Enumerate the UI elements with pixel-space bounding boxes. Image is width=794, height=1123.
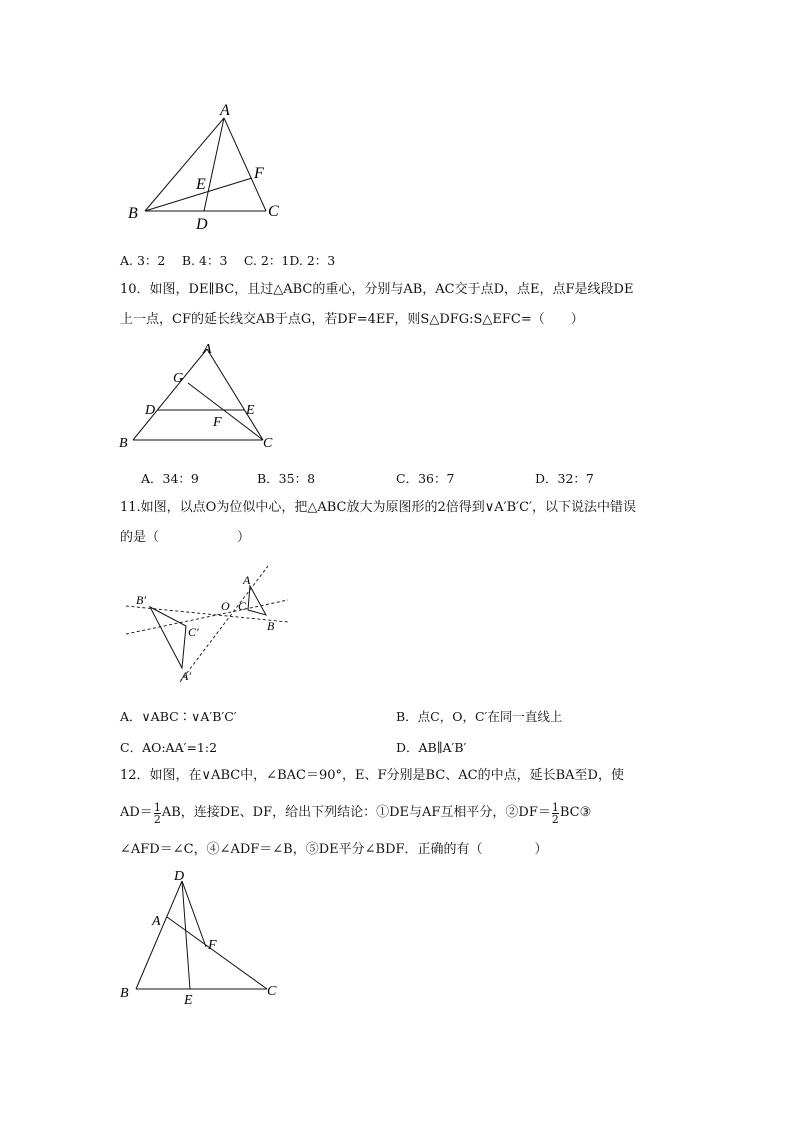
segment-ac	[167, 917, 267, 989]
fraction-numerator: 1	[551, 800, 559, 814]
fraction-half-2	[552, 802, 559, 825]
label-c: C	[268, 203, 279, 220]
q11-stem-line2: 的是（ ）	[120, 530, 251, 545]
segment-df	[182, 881, 206, 947]
fraction-denominator: 2	[153, 812, 161, 826]
label-b: B	[128, 205, 138, 222]
q10-option-a: A．34：9	[141, 471, 199, 486]
label-c: C	[238, 599, 247, 613]
label-b: B	[119, 436, 128, 451]
label-d: D	[196, 216, 208, 233]
label-f: F	[208, 938, 217, 953]
q12-text-bc: BC③	[559, 805, 592, 820]
label-a: A	[243, 573, 251, 587]
label-d: D	[174, 869, 185, 884]
label-a-prime: A′	[181, 669, 191, 683]
label-b-prime: B′	[136, 593, 146, 607]
label-d: D	[145, 403, 156, 418]
label-c: C	[267, 984, 277, 999]
q10-option-b: B．35：8	[257, 471, 316, 486]
label-o: O	[221, 599, 230, 613]
q11-option-b: B．点C，O，C′在同一直线上	[396, 709, 563, 724]
figure-q10	[115, 340, 285, 455]
label-a: A	[152, 914, 161, 929]
q12-stem-line3: ∠AFD＝∠C，④∠ADF＝∠B，⑤DE平分∠BDF．正确的有（ ）	[120, 842, 548, 857]
label-e: E	[184, 993, 193, 1008]
fraction-numerator: 1	[153, 800, 161, 814]
figure-q12	[115, 864, 290, 1009]
q12-text-ad: AD＝	[120, 805, 153, 820]
figure-q11	[120, 562, 295, 688]
fraction-half	[154, 802, 161, 825]
q10-stem-line2: 上一点，CF的延长线交AB于点G，若DF=4EF，则S△DFG:S△EFC=（ ）	[120, 312, 584, 327]
label-g: G	[173, 371, 184, 386]
fraction-denominator: 2	[551, 812, 559, 826]
triangle-abc	[248, 586, 266, 615]
dashed-line-cc	[126, 600, 288, 634]
triangle-a2b2c2	[150, 607, 186, 668]
q10-option-c: C．36：7	[396, 471, 455, 486]
q12-text-middle: AB，连接DE、DF，给出下列结论：①DE与AF互相平分，②DF＝	[161, 805, 551, 820]
q11-stem-line1: 11.如图，以点O为位似中心，把△ABC放大为原图形的2倍得到∨A′B′C′，以下说法中错误	[120, 500, 636, 515]
label-e: E	[196, 176, 206, 193]
segment-ab	[145, 118, 224, 211]
q11-option-d: D．AB∥A′B′	[396, 740, 467, 755]
label-c: C	[263, 436, 273, 451]
q12-stem-line1: 12．如图，在∨ABC中，∠BAC＝90°，E、F分别是BC、AC的中点，延长BA至D，使	[120, 768, 624, 783]
label-a: A	[203, 342, 212, 357]
label-e: E	[246, 403, 255, 418]
dashed-line-aa	[180, 566, 268, 682]
q10-option-d: D．32：7	[535, 471, 594, 486]
label-c-prime: C′	[188, 625, 199, 639]
label-f: F	[254, 165, 264, 182]
segment-ab	[133, 349, 207, 440]
q11-option-c: C．AO:AA′=1:2	[120, 740, 218, 755]
q9-options: A. 3：2 B. 4：3 C. 2：1D. 2：3	[120, 253, 336, 268]
label-f: F	[213, 415, 222, 430]
q12-stem-line2	[120, 800, 591, 826]
q11-option-a: A．∨ABC∶∨A′B′C′	[120, 709, 237, 724]
label-b: B	[267, 619, 275, 633]
figure-q9	[120, 98, 300, 238]
q10-stem-line1: 10．如图，DE∥BC，且过△ABC的重心，分别与AB，AC交于点D，点E，点F是线段DE	[120, 282, 634, 297]
label-a: A	[220, 102, 230, 119]
segment-bd	[136, 881, 182, 989]
segment-ad	[204, 118, 224, 211]
segment-de	[182, 881, 190, 989]
label-b: B	[120, 986, 129, 1001]
